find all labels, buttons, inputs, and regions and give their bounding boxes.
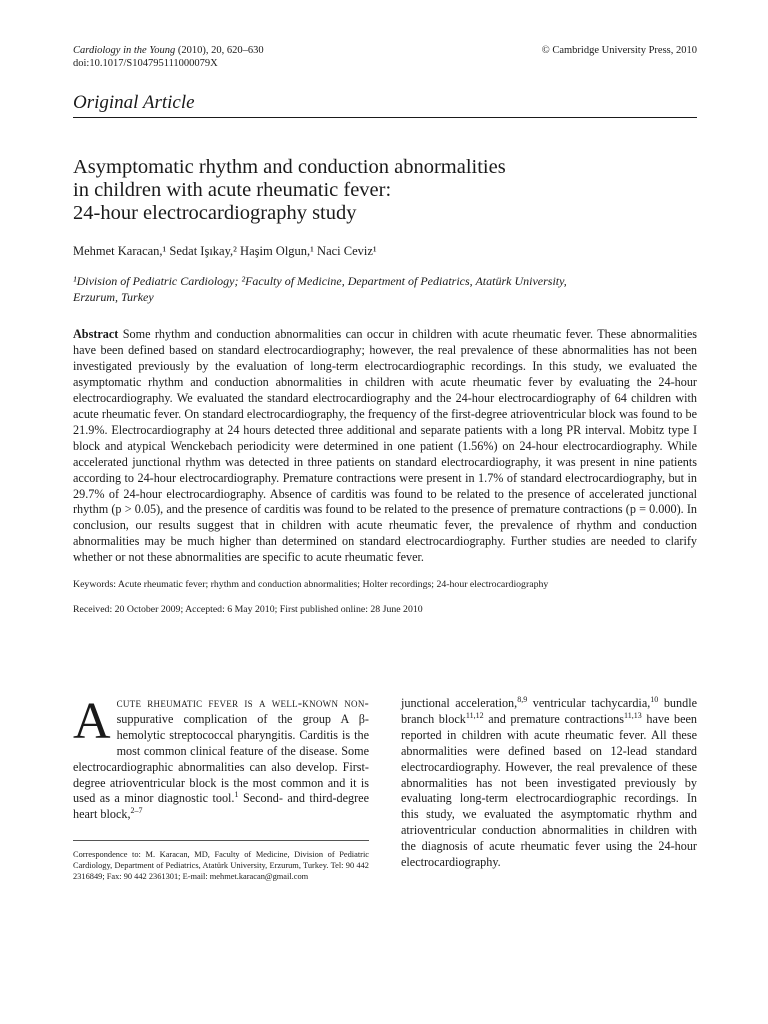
body-text: junctional acceleration,	[401, 696, 518, 710]
reference-mark: 1	[234, 790, 239, 800]
reference-mark: 11,13	[624, 710, 642, 720]
abstract	[73, 327, 697, 566]
affiliation-line: Erzurum, Turkey	[73, 290, 154, 304]
running-header	[73, 44, 697, 70]
article-title	[73, 156, 697, 225]
body-text: ventricular tachycardia,	[527, 696, 651, 710]
title-line: in children with acute rheumatic fever:	[73, 179, 392, 201]
citation-block	[73, 44, 264, 70]
body-columns	[73, 693, 698, 882]
body-text: bundle branch block	[401, 696, 697, 726]
abstract-label: Abstract	[73, 327, 119, 341]
citation: (2010), 20, 620–630	[177, 45, 264, 56]
right-column	[401, 696, 697, 882]
copyright: © Cambridge University Press, 2010	[541, 45, 697, 56]
author-list: Mehmet Karacan,¹ Sedat Işıkay,² Haşim Olgun,¹ Naci Ceviz¹	[73, 244, 377, 258]
affiliation-line: ¹Division of Pediatric Cardiology; ²Faculty of Medicine, Department of Pediatrics, Atatürk University,	[73, 274, 567, 288]
keywords: Keywords: Acute rheumatic fever; rhythm and conduction abnormalities; Holter recordings; 24-hour electrocardiography	[73, 579, 549, 591]
intro-smallcaps: cute rheumatic fever is a well-known non-	[116, 696, 369, 710]
journal-name: Cardiology in the Young	[73, 45, 176, 56]
body-text: and premature contractions	[483, 711, 625, 726]
reference-mark: 10	[650, 694, 659, 704]
intro-text-2: Second- and third-degree heart block,	[73, 791, 369, 822]
reference-mark: 8,9	[517, 694, 528, 704]
doi: doi:10.1017/S104795111000079X	[73, 58, 218, 69]
reference-mark: 2–7	[130, 806, 143, 816]
drop-cap: A	[73, 693, 111, 750]
correspondence-footnote: Correspondence to: M. Karacan, MD, Faculty of Medicine, Division of Pediatric Cardiology, Department of Pediatrics, Atatürk University, Erzurum, Turkey. Tel: 90 442 2316849; Fax: 90 442 2361301; E-mail: mehmet.karacan@gmail.com	[73, 840, 369, 882]
abstract-text: Some rhythm and conduction abnormalities can occur in children with acute rheumatic fever. These abnormalities have been defined based on standard electrocardiography; however, the real prevalence of these abnormalities has not been investigated previously by the evaluation of long-term electrocardiographic recordings. In this study, we evaluated the asymptomatic rhythm and conduction abnormalities in children with acute rheumatic fever by evaluating the 24-hour electrocardiography. We evaluated the standard electrocardiography and the 24-hour electrocardiography of 64 children with acute rheumatic fever. On standard electrocardiography, the frequency of the first-degree atrioventricular block was found to be 21.9%. Electrocardiography at 24 hours detected three additional and separate patients with a long PR interval. Mobitz type I block and atypical Wenckebach periodicity were determined in one patient (1.56%) on 24-hour electrocardiography. While accelerated junctional rhythm was detected in three patients on standard electrocardiography, it was present in nine patients according to 24-hour electrocardiography. Premature contractions were present in 1.7% of standard electrocardiography, but in 29.7% of 24-hour electrocardiography. Absence of carditis was found to be related to the presence of accelerated junctional rhythm (p > 0.05), and the presence of carditis was found to be related to the presence of premature contractions (p = 0.000). In conclusion, our results suggest that in children with acute rheumatic fever, the prevalence of rhythm and conduction abnormalities may be much higher than determined on standard electrocardiography. Further studies are needed to clarify whether or not these abnormalities are specific to acute rheumatic fever.	[73, 327, 697, 565]
intro-paragraph	[73, 693, 369, 823]
intro-text: suppurative complication of the group A β-hemolytic streptococcal pharyngitis. Carditis is the most common clinical feature of the disease. Some electrocardiographic abnormalities can also develop. First-degree atrioventricular block is the most common and it is used as a minor diagnostic tool.	[73, 711, 369, 806]
body-text: have been reported in children with acute rheumatic fever. All these abnormalities were defined based on 12-lead standard electrocardiography. However, the real prevalence of these abnormalities has not been investigated previously by evaluating long-term electrocardiographic recordings. In this study, we evaluated the asymptomatic rhythm and atrioventricular conduction abnormalities in children with the diagnosis of acute rheumatic fever using the 24-hour electrocardiography.	[401, 711, 698, 870]
section-label: Original Article	[73, 92, 697, 118]
title-line: 24-hour electrocardiography study	[73, 202, 357, 224]
publication-dates: Received: 20 October 2009; Accepted: 6 May 2010; First published online: 28 June 2010	[73, 604, 423, 616]
title-line: Asymptomatic rhythm and conduction abnormalities	[73, 156, 506, 178]
article-page	[73, 44, 697, 615]
left-column	[73, 693, 369, 882]
affiliations	[73, 273, 697, 305]
reference-mark: 11,12	[465, 710, 484, 720]
